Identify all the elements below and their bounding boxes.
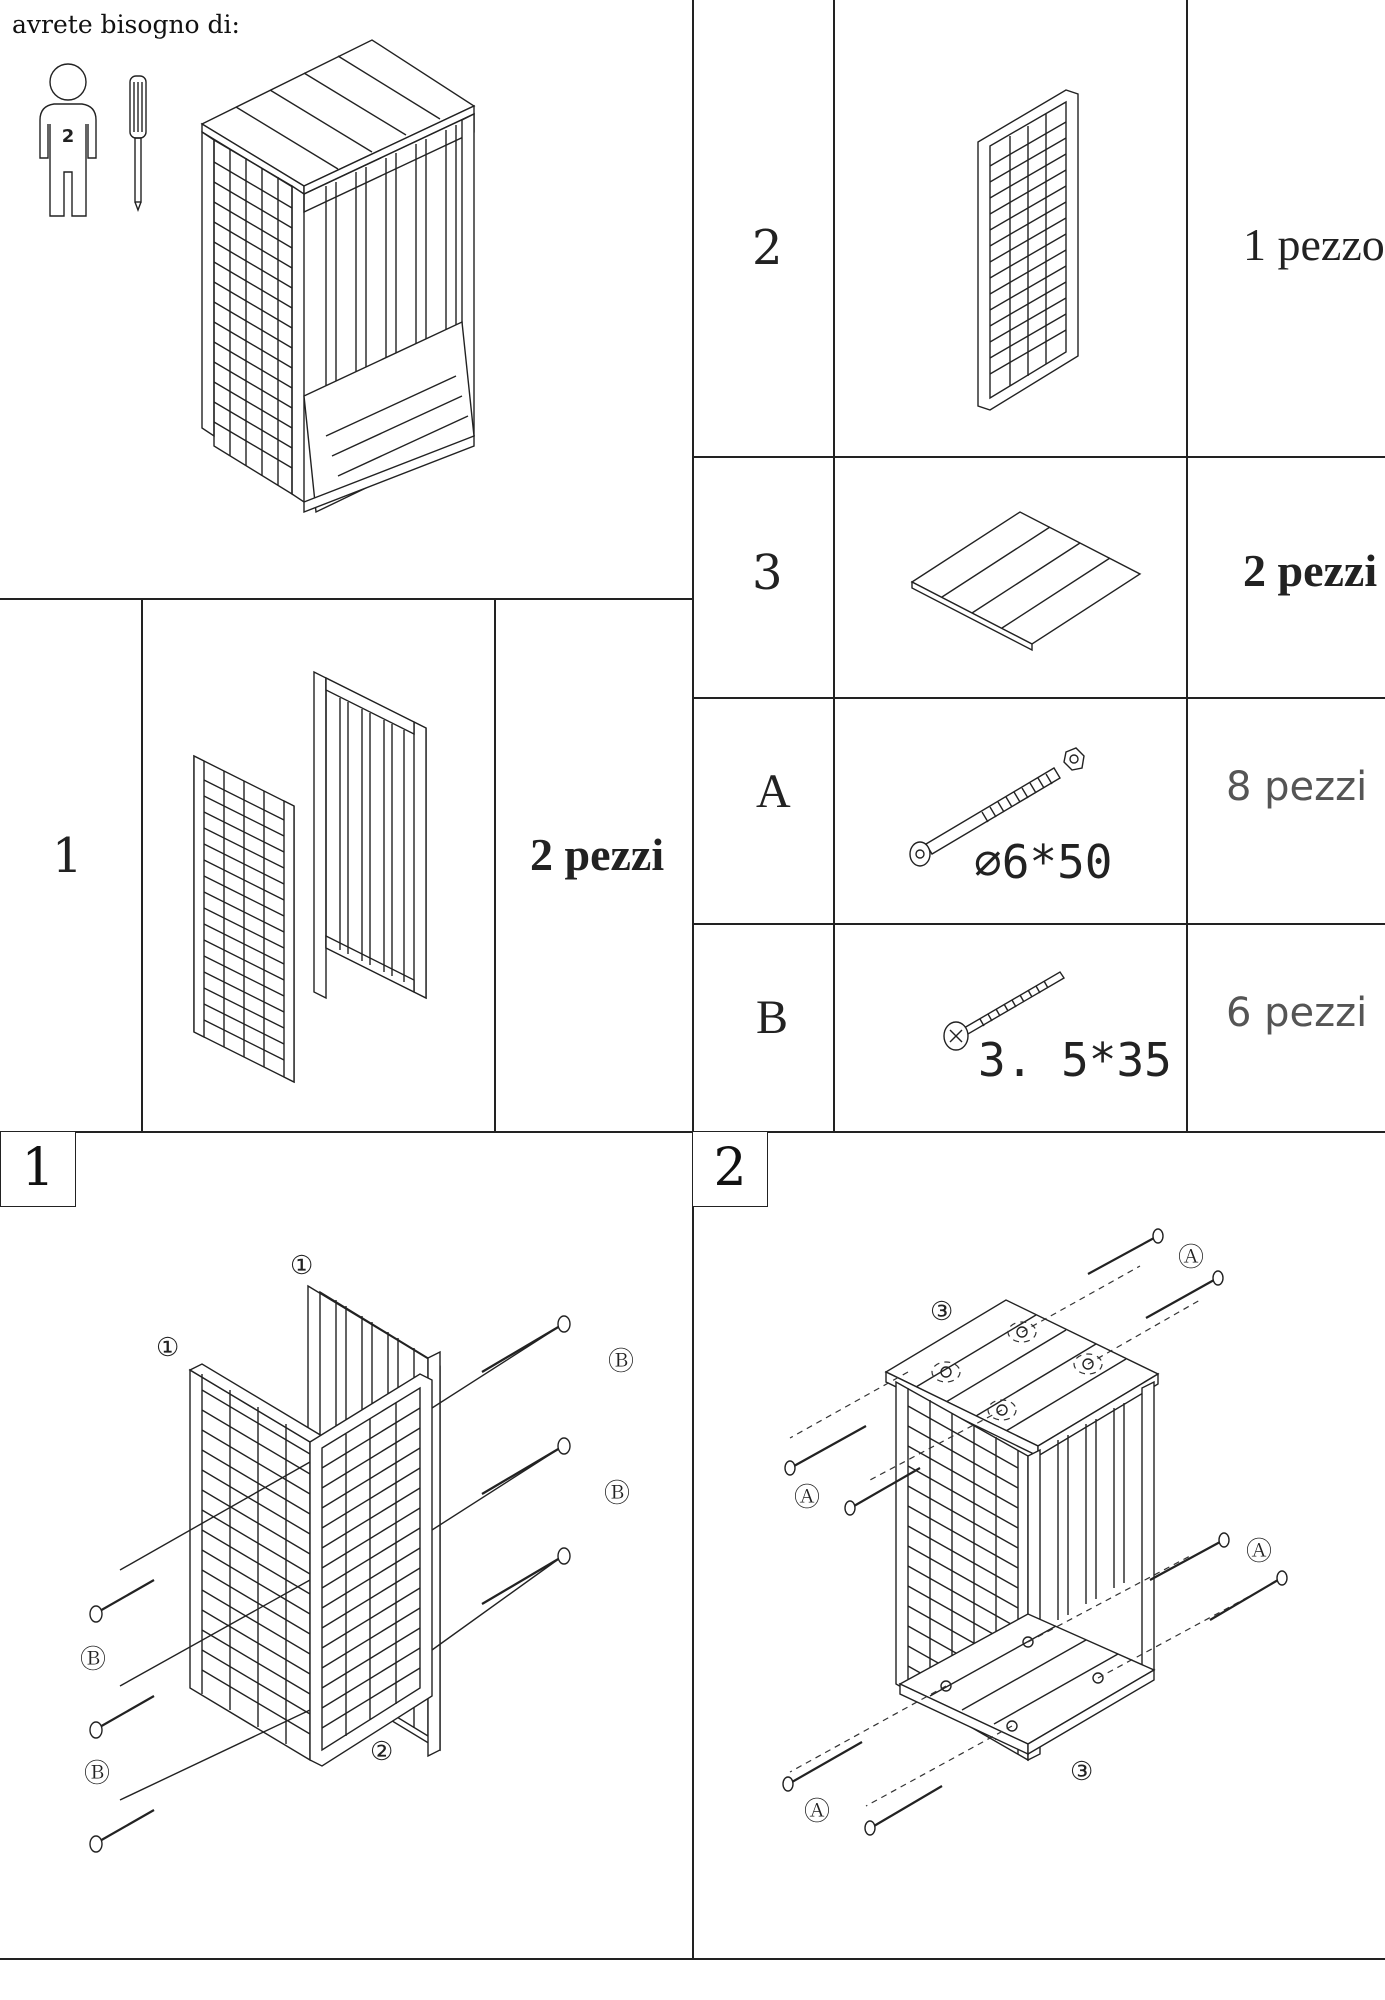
callout-bolt-4: Ⓐ (804, 1797, 831, 1827)
grid-divider-tools (0, 598, 693, 600)
grid-divider-row3 (692, 697, 1385, 699)
part-3-qty: 2 pezzi (1243, 545, 1378, 596)
part-B-id: B (756, 991, 789, 1044)
grid-divider-part1-col2 (494, 598, 496, 1131)
part-2-id: 2 (752, 220, 783, 276)
side-panels-illustration (190, 668, 440, 1088)
part-A-qty: 8 pezzi (1226, 764, 1368, 810)
callout-board-bottom: ③ (1070, 1757, 1094, 1787)
callout-bolt-3: Ⓐ (1246, 1537, 1273, 1567)
tools-heading: avrete bisogno di: (12, 10, 240, 39)
part-1-id: 1 (52, 828, 83, 884)
persons-count: 2 (61, 126, 75, 147)
grid-divider-part1-col1 (141, 598, 143, 1131)
callout-bolt-1: Ⓐ (1178, 1243, 1205, 1273)
back-panel-illustration (974, 86, 1084, 416)
svg-text:⌀6*50: ⌀6*50 (974, 835, 1113, 889)
callout-screw-2: Ⓑ (604, 1479, 631, 1509)
svg-text:3. 5*35: 3. 5*35 (978, 1033, 1172, 1087)
step-1-number: 1 (0, 1131, 76, 1207)
grid-divider-right-col1 (833, 0, 835, 1131)
bolt-A-size-label (970, 830, 1120, 890)
part-3-id: 3 (752, 545, 783, 601)
grid-divider-row2 (692, 456, 1385, 458)
callout-panel-left: ① (156, 1333, 180, 1363)
board-illustration (908, 508, 1144, 648)
screwdriver-icon (120, 74, 160, 214)
callout-board-top: ③ (930, 1297, 954, 1327)
grid-divider-right-col2 (1186, 0, 1188, 1131)
assembled-unit-illustration (196, 36, 486, 526)
part-2-qty: 1 pezzo (1243, 219, 1385, 270)
step-2-number: 2 (692, 1131, 768, 1207)
callout-screw-3: Ⓑ (80, 1645, 107, 1675)
callout-bolt-2: Ⓐ (794, 1483, 821, 1513)
callout-side: ② (370, 1737, 394, 1767)
grid-divider-vertical-main (692, 0, 694, 1958)
person-icon (30, 62, 100, 222)
callout-screw-1: Ⓑ (608, 1347, 635, 1377)
callout-panel-back: ① (290, 1251, 314, 1281)
screw-B-size-label (976, 1028, 1172, 1088)
part-B-qty: 6 pezzi (1226, 990, 1368, 1036)
grid-divider-bottom (0, 1958, 1385, 1960)
step-2-illustration (770, 1230, 1330, 1850)
grid-divider-rowA (692, 923, 1385, 925)
step-1-illustration (80, 1240, 660, 1860)
part-A-id: A (756, 765, 791, 818)
part-1-qty: 2 pezzi (530, 829, 665, 880)
callout-screw-4: Ⓑ (84, 1759, 111, 1789)
